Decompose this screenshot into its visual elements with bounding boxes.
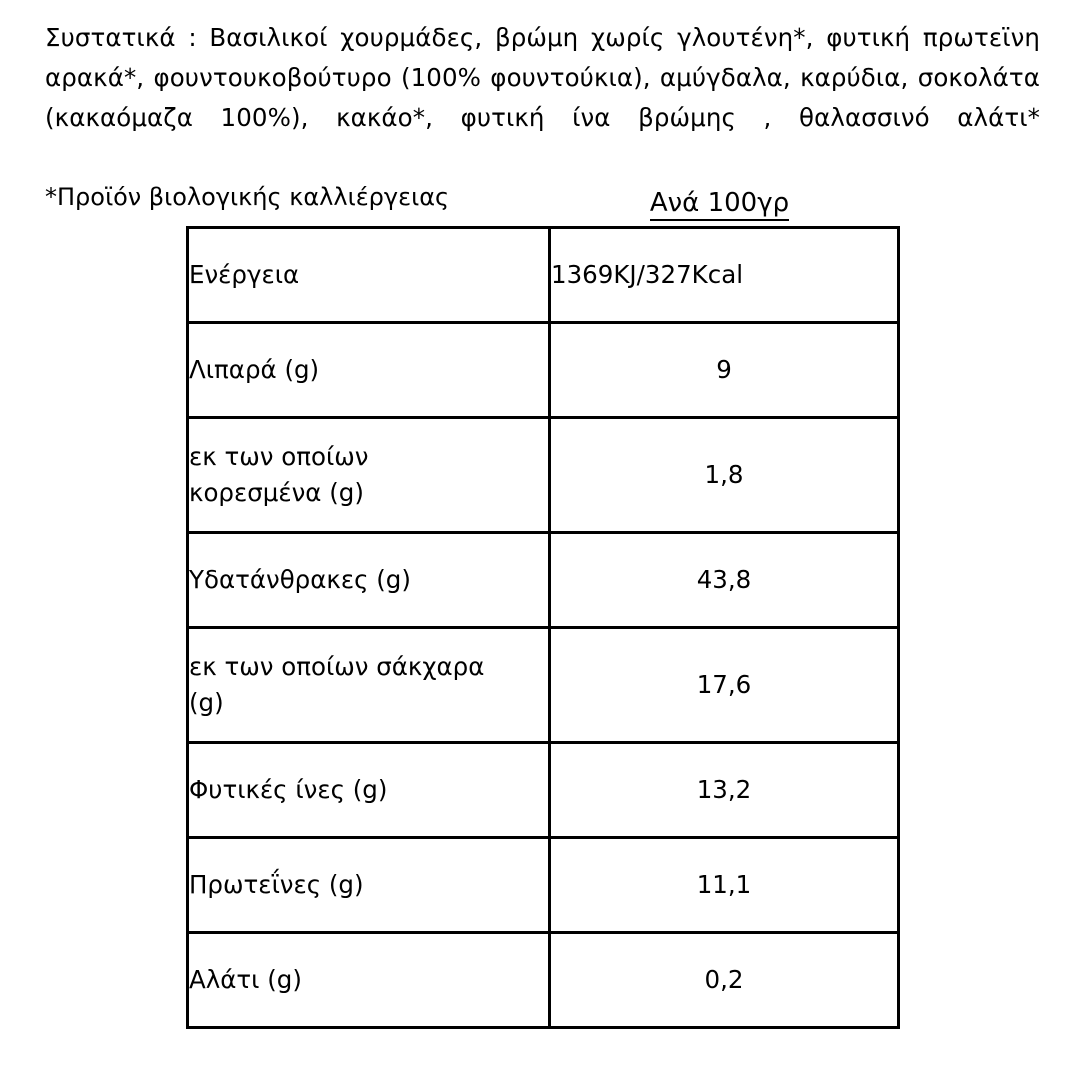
- nutrient-value-cell: 1,8: [550, 418, 899, 533]
- per-100g-heading-label: Ανά 100γρ: [650, 188, 789, 221]
- table-row: [188, 743, 899, 838]
- nutrient-label-cell: [188, 533, 550, 628]
- nutrient-value-cell: 43,8: [550, 533, 899, 628]
- nutrient-label-cell: [188, 743, 550, 838]
- nutrient-label-cell: [188, 933, 550, 1028]
- nutrition-table: [186, 226, 900, 1029]
- nutrient-value-cell: 1369KJ/327Kcal: [550, 228, 899, 323]
- nutrient-label-line: εκ των οποίων: [189, 442, 369, 471]
- nutrient-label-line: Αλάτι (g): [189, 965, 302, 994]
- nutrient-label-cell: [188, 323, 550, 418]
- nutrient-label-cell: [188, 628, 550, 743]
- nutrient-label-line: Υδατάνθρακες (g): [189, 565, 411, 594]
- nutrient-label-line: κορεσμένα (g): [189, 478, 364, 507]
- table-row: [188, 628, 899, 743]
- nutrient-label-line: (g): [189, 688, 224, 717]
- nutrient-label-line: Λιπαρά (g): [189, 355, 320, 384]
- nutrient-value-cell: 0,2: [550, 933, 899, 1028]
- table-row: [188, 418, 899, 533]
- organic-footnote: *Προϊόν βιολογικής καλλιέργειας: [45, 183, 450, 211]
- table-row: [188, 933, 899, 1028]
- nutrient-label-cell: [188, 418, 550, 533]
- table-row: [188, 323, 899, 418]
- ingredients-text: Συστατικά : Βασιλικοί χουρμάδες, βρώμη χωρίς γλουτένη*, φυτική πρωτεϊνη αρακά*, φουντουκοβούτυρο (100% φουντούκια), αμύγδαλα, καρύδια, σοκολάτα (κακαόμαζα 100%), κακάο*, φυτική ίνα βρώμης , θαλασσινό αλάτι*: [45, 23, 1040, 132]
- nutrition-table-body: [188, 228, 899, 1028]
- nutrient-value-cell: 17,6: [550, 628, 899, 743]
- table-row: [188, 838, 899, 933]
- nutrient-value-cell: 11,1: [550, 838, 899, 933]
- nutrient-label-line: εκ των οποίων σάκχαρα: [189, 652, 485, 681]
- nutrient-value-cell: 9: [550, 323, 899, 418]
- table-row: [188, 228, 899, 323]
- nutrient-label-line: Φυτικές ίνες (g): [189, 775, 388, 804]
- nutrient-label-line: Πρωτεΐνες (g): [189, 870, 364, 899]
- nutrient-label-line: Ενέργεια: [189, 260, 300, 289]
- nutrient-value-cell: 13,2: [550, 743, 899, 838]
- table-row: [188, 533, 899, 628]
- nutrient-label-cell: [188, 228, 550, 323]
- nutrient-label-cell: [188, 838, 550, 933]
- per-100g-heading: [545, 186, 894, 220]
